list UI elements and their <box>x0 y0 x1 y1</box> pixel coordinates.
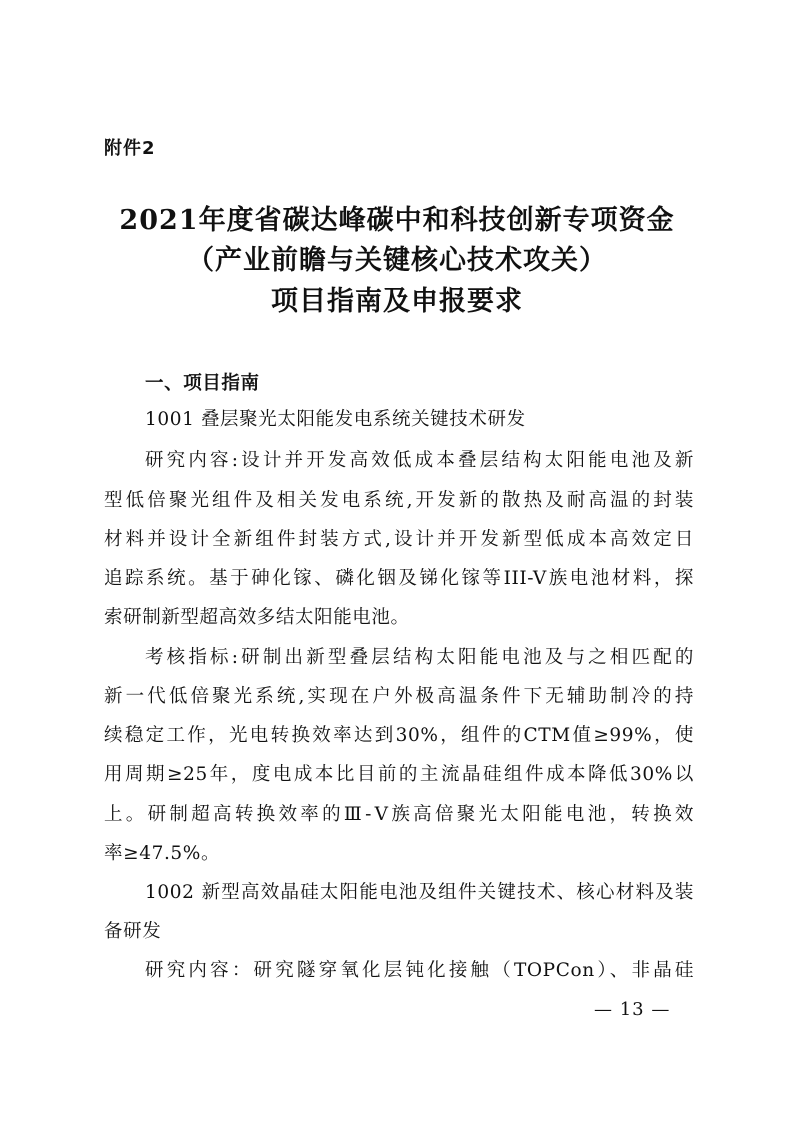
title-line-3: 项目指南及申报要求 <box>271 286 523 317</box>
item-1001-indicator-line: 考核指标:研制出新型叠层结构太阳能电池及与之相匹配的 <box>145 647 694 668</box>
item-1001-content-line: 追踪系统。基于砷化镓、磷化铟及锑化镓等III-V族电池材料，探 <box>104 568 694 589</box>
section-heading: 一、项目指南 <box>145 373 260 394</box>
item-1001-indicator-line: 续稳定工作，光电转换效率达到30%，组件的CTM值≥99%，使 <box>104 725 694 746</box>
item-1001-content-line: 型低倍聚光组件及相关发电系统,开发新的散热及耐高温的封装 <box>104 490 694 511</box>
page-number: — 13 — <box>594 999 671 1020</box>
item-1002-content-line: 研究内容：研究隧穿氧化层钝化接触（TOPCon）、非晶硅 <box>145 960 694 981</box>
title-line-1: 2021年度省碳达峰碳中和科技创新专项资金 <box>119 205 675 236</box>
item-1001-content-line: 索研制新型超高效多结太阳能电池。 <box>104 607 410 628</box>
item-1001-content-line: 材料并设计全新组件封装方式,设计并开发新型低成本高效定日 <box>104 529 694 550</box>
item-1001-content-line: 研究内容:设计并开发高效低成本叠层结构太阳能电池及新 <box>145 450 694 471</box>
item-1001-title: 1001 叠层聚光太阳能发电系统关键技术研发 <box>145 409 526 430</box>
item-1002-title-line: 1002 新型高效晶硅太阳能电池及组件关键技术、核心材料及装 <box>145 882 694 903</box>
item-1001-indicator-line: 率≥47.5%。 <box>104 843 221 864</box>
item-1001-indicator-line: 上。研制超高转换效率的Ⅲ-Ⅴ族高倍聚光太阳能电池，转换效 <box>104 804 694 825</box>
item-1001-indicator-line: 新一代低倍聚光系统,实现在户外极高温条件下无辅助制冷的持 <box>104 686 694 707</box>
attachment-label: 附件2 <box>104 138 156 159</box>
title-line-2: （产业前瞻与关键核心技术攻关） <box>187 245 607 276</box>
item-1002-title-line: 备研发 <box>104 921 162 942</box>
item-1001-indicator-line: 用周期≥25年，度电成本比目前的主流晶硅组件成本降低30%以 <box>104 764 694 785</box>
